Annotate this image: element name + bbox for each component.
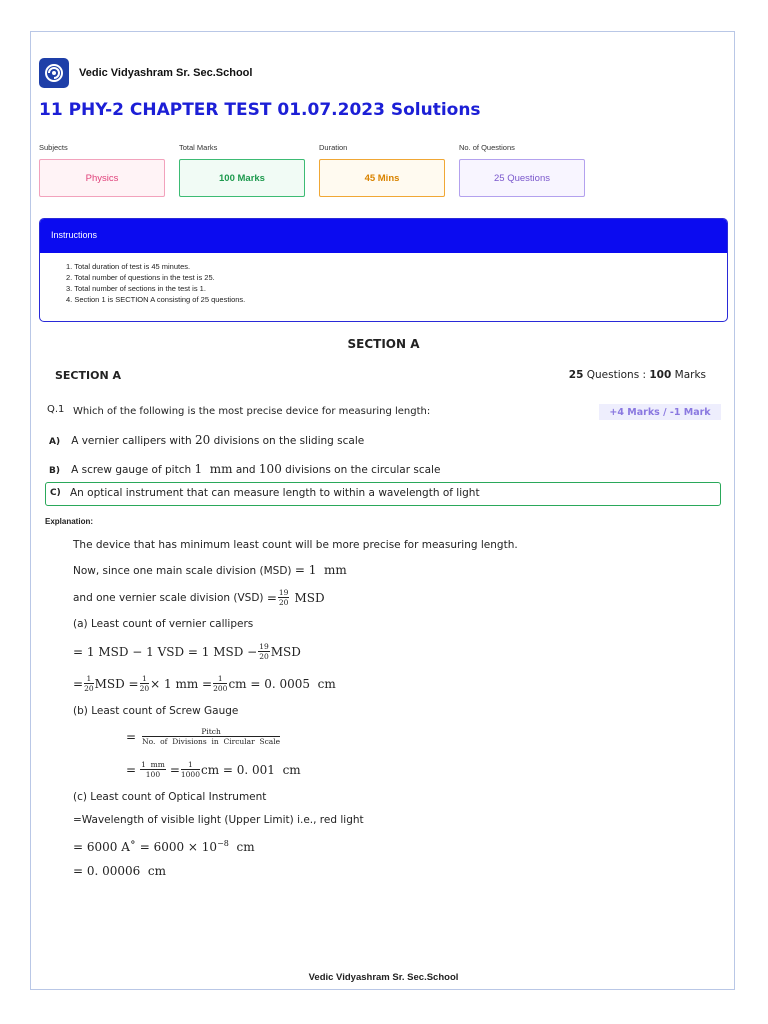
- explanation-line-3-eq: =: [266, 590, 277, 605]
- fraction-1-200: [213, 674, 227, 693]
- explanation-heading: Explanation:: [45, 517, 94, 526]
- explanation-line-10: (c) Least count of Optical Instrument: [73, 791, 267, 803]
- explanation-line-3-text: and one vernier scale division (VSD): [73, 591, 267, 604]
- option-a-text-pre: A vernier callipers with: [71, 435, 196, 447]
- school-name: Vedic Vidyashram Sr. Sec.School: [79, 67, 253, 79]
- fraction-1-20: [84, 674, 94, 693]
- explanation-line-9-a: =: [126, 762, 137, 777]
- option-b-math-1: 1 mm: [194, 462, 233, 476]
- fraction-numerator: Pitch: [142, 727, 280, 737]
- fraction-1-1000: [181, 760, 200, 779]
- option-a-math: 20: [195, 433, 211, 447]
- explanation-line-2: [73, 563, 347, 577]
- instructions-list: [40, 253, 727, 305]
- explanation-line-12-unit: cm: [228, 840, 255, 854]
- fraction-denominator: 20: [139, 684, 150, 693]
- explanation-line-1: The device that has minimum least count will be more precise for measuring length.: [73, 539, 518, 551]
- subject-value: Physics: [85, 172, 119, 184]
- explanation-line-6-a: =: [73, 676, 84, 691]
- option-c-correct[interactable]: [45, 482, 721, 506]
- duration-value: 45 Mins: [364, 172, 400, 184]
- option-c-text: An optical instrument that can measure length to within a wavelength of light: [70, 487, 480, 499]
- option-a-label: A): [49, 437, 61, 447]
- option-b-text-pre: A screw gauge of pitch: [71, 464, 195, 476]
- option-b-math-2: 100: [258, 462, 282, 476]
- fraction-denominator: No. of Divisions in Circular Scale: [142, 737, 281, 746]
- instructions-panel: [39, 218, 728, 322]
- fraction-numerator: 19: [259, 642, 269, 651]
- fraction-numerator: 1 mm: [141, 760, 165, 769]
- explanation-line-9-b: =: [169, 762, 180, 777]
- section-name: SECTION A: [55, 369, 122, 382]
- marks-badge-text: +4 Marks / -1 Mark: [609, 406, 711, 418]
- explanation-line-3: [73, 588, 325, 607]
- explanation-line-6-c: × 1 mm =: [150, 676, 213, 691]
- section-questions-word: Questions :: [583, 369, 650, 381]
- fraction-denominator: 200: [213, 684, 228, 693]
- questions-box: [459, 159, 585, 197]
- duration-box: [319, 159, 445, 197]
- fraction-pitch: [142, 727, 280, 746]
- explanation-line-5: [73, 642, 301, 661]
- total-marks-value: 100 Marks: [219, 172, 265, 184]
- fraction-denominator: 1000: [180, 770, 200, 779]
- instruction-item: 1. Total duration of test is 45 minutes.: [66, 262, 191, 271]
- fraction-1-20-b: [140, 674, 150, 693]
- option-a[interactable]: [49, 429, 364, 448]
- option-b-label: B): [49, 466, 60, 476]
- fraction-numerator: 1: [181, 760, 200, 770]
- test-title: 11 PHY-2 CHAPTER TEST 01.07.2023 Solutions: [39, 100, 481, 120]
- fraction-numerator: 19: [278, 588, 289, 597]
- explanation-line-2-math: = 1 mm: [294, 563, 347, 577]
- option-b-text-mid: and: [232, 464, 259, 476]
- explanation-line-6-d: cm = 0. 0005 cm: [228, 676, 336, 691]
- fraction-numerator: 1: [84, 674, 94, 684]
- instructions-heading: Instructions: [40, 219, 727, 253]
- fraction-numerator: 1: [213, 674, 227, 684]
- fraction-denominator: 20: [259, 652, 269, 661]
- option-b[interactable]: [49, 458, 440, 477]
- page-footer: Vedic Vidyashram Sr. Sec.School: [308, 972, 459, 983]
- option-a-text-post: divisions on the sliding scale: [210, 435, 365, 447]
- option-b-text-post: divisions on the circular scale: [281, 464, 441, 476]
- explanation-line-4: (a) Least count of vernier callipers: [73, 618, 254, 630]
- explanation-line-5-a: = 1 MSD − 1 VSD = 1 MSD −: [73, 644, 258, 659]
- meta-label-duration: Duration: [319, 143, 348, 152]
- explanation-line-6-b: MSD =: [94, 676, 139, 691]
- questions-value: 25 Questions: [494, 172, 550, 184]
- school-logo-icon: [39, 58, 69, 88]
- fraction-denominator: 20: [84, 684, 94, 693]
- explanation-line-12: [73, 839, 255, 854]
- option-c-label: C): [50, 488, 61, 498]
- school-header: [39, 58, 252, 88]
- meta-label-total-marks: Total Marks: [179, 143, 218, 152]
- explanation-line-12-a: = 6000 A˚ = 6000 × 10: [73, 840, 218, 854]
- explanation-line-11: =Wavelength of visible light (Upper Limit) i.e., red light: [73, 814, 364, 826]
- question-number: Q.1: [47, 404, 65, 415]
- explanation-line-8: [126, 727, 281, 746]
- fraction-1mm-100: [140, 760, 166, 779]
- total-marks-box: [179, 159, 305, 197]
- instruction-item: 3. Total number of sections in the test is 1.: [66, 284, 206, 293]
- explanation-line-2-text: Now, since one main scale division (MSD): [73, 565, 295, 577]
- explanation-line-13: = 0. 00006 cm: [73, 864, 167, 878]
- section-summary: [569, 369, 706, 381]
- section-questions-count: 25: [568, 369, 584, 381]
- section-title: SECTION A: [347, 337, 420, 351]
- marks-badge: [599, 404, 721, 420]
- fraction-denominator: 20: [278, 598, 289, 607]
- meta-label-questions: No. of Questions: [459, 143, 515, 152]
- fraction-numerator: 1: [140, 674, 150, 684]
- explanation-line-6: [73, 674, 336, 693]
- explanation-line-7: (b) Least count of Screw Gauge: [73, 705, 239, 717]
- section-marks-word: Marks: [671, 369, 706, 381]
- instruction-item: 4. Section 1 is SECTION A consisting of 25 questions.: [66, 295, 246, 304]
- subject-box: [39, 159, 165, 197]
- explanation-line-3-unit: MSD: [294, 590, 325, 605]
- document-page: [30, 31, 735, 990]
- explanation-line-8-eq: =: [126, 729, 137, 744]
- fraction-19-20-b: [258, 642, 270, 661]
- explanation-line-5-b: MSD: [270, 644, 301, 659]
- explanation-line-9: [126, 760, 301, 779]
- instruction-item: 2. Total number of questions in the test is 25.: [66, 273, 215, 282]
- explanation-line-9-c: cm = 0. 001 cm: [200, 762, 301, 777]
- fraction-denominator: 100: [145, 770, 161, 779]
- explanation-line-12-exponent: −8: [217, 839, 229, 848]
- fraction-19-20: [278, 588, 290, 607]
- meta-label-subjects: Subjects: [39, 143, 68, 152]
- section-marks-count: 100: [649, 369, 672, 381]
- question-text: Which of the following is the most precise device for measuring length:: [73, 406, 431, 417]
